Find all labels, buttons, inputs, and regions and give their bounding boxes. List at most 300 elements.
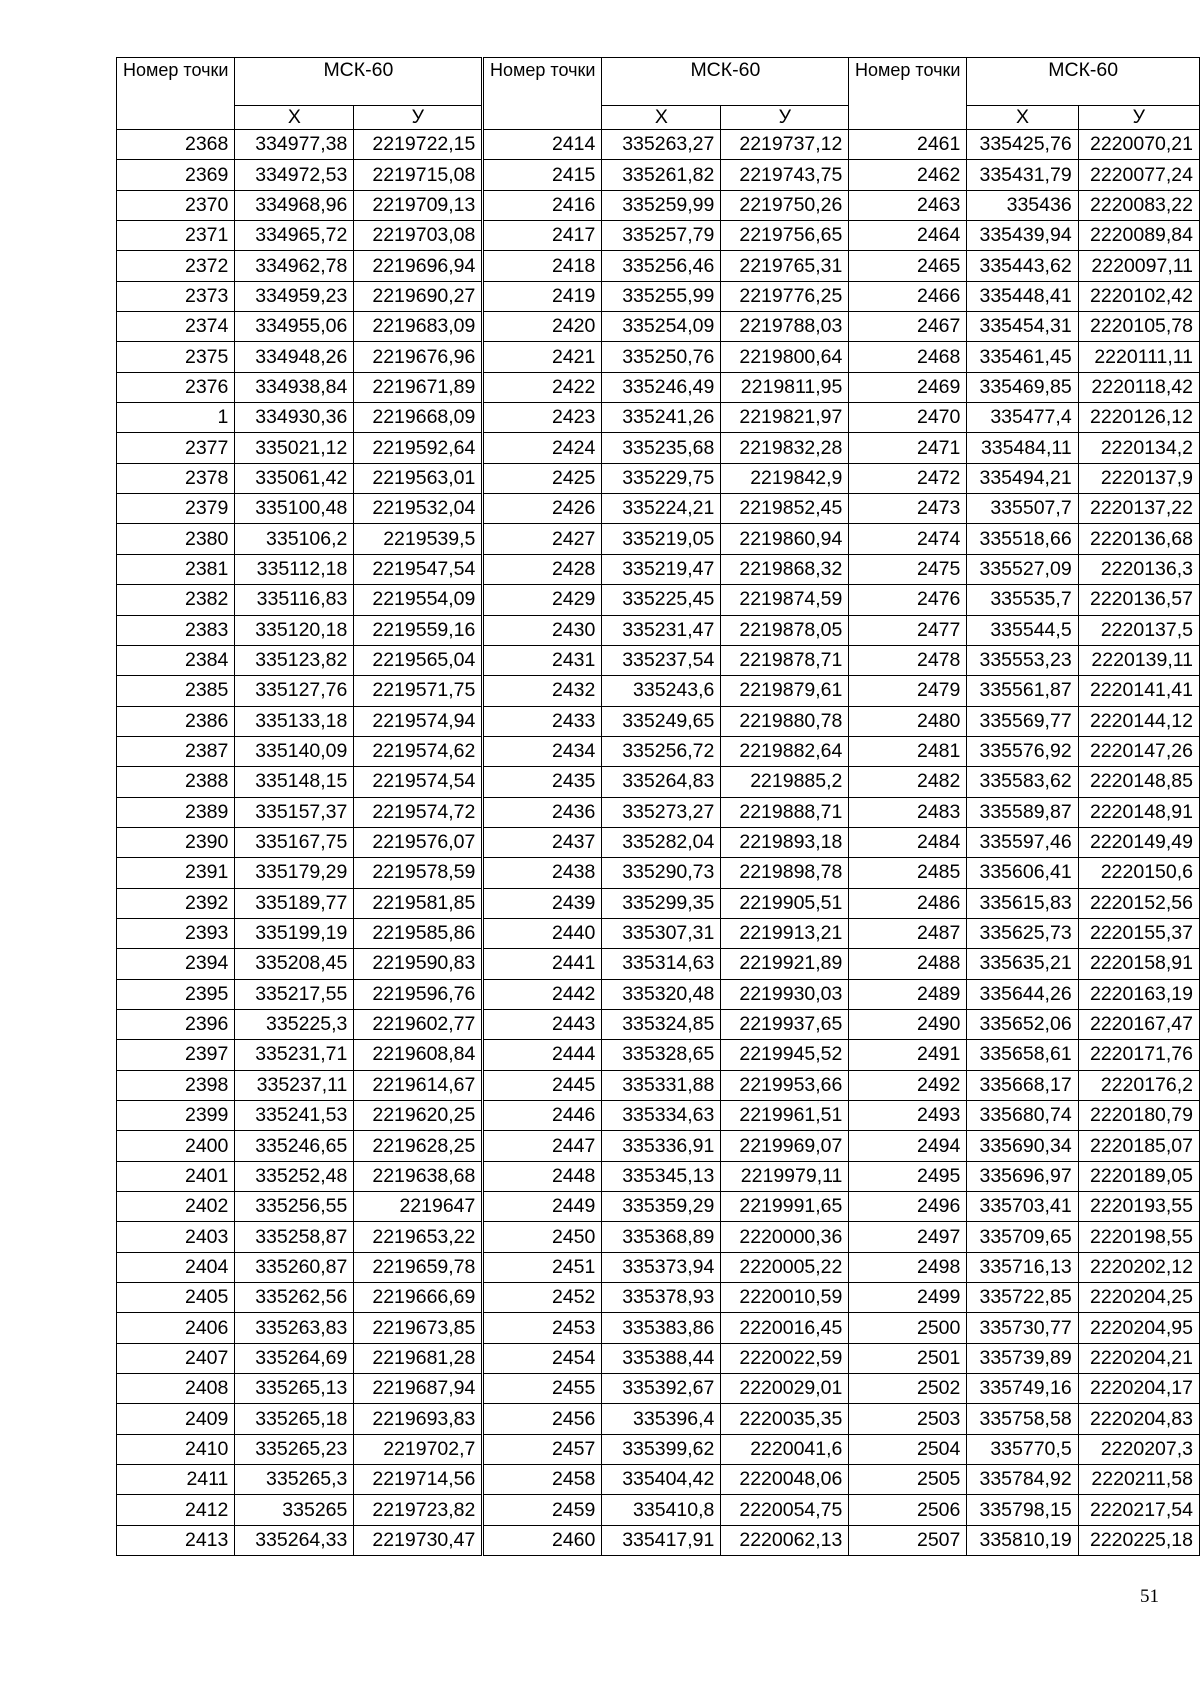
y-cell: 2219574,62 (354, 736, 482, 766)
y-cell: 2219620,25 (354, 1101, 482, 1131)
y-cell: 2219750,26 (721, 190, 849, 220)
y-cell: 2220155,37 (1078, 918, 1199, 948)
x-cell: 335739,89 (967, 1343, 1078, 1373)
table-row (484, 160, 849, 190)
point-number-cell: 2404 (117, 1252, 235, 1282)
table-row (849, 251, 1200, 281)
x-cell: 335454,31 (967, 312, 1078, 342)
point-number-cell: 2393 (117, 918, 235, 948)
x-cell: 335690,34 (967, 1131, 1078, 1161)
y-cell: 2219668,09 (354, 403, 482, 433)
table-row (484, 1525, 849, 1555)
x-cell: 335410,8 (602, 1495, 721, 1525)
x-cell: 335217,55 (235, 979, 354, 1009)
x-cell: 335535,7 (967, 585, 1078, 615)
point-number-cell: 2499 (849, 1283, 967, 1313)
table-row (117, 433, 482, 463)
y-cell: 2220189,05 (1078, 1161, 1199, 1191)
point-number-cell: 2482 (849, 767, 967, 797)
y-cell: 2219578,59 (354, 858, 482, 888)
point-number-cell: 2445 (484, 1070, 602, 1100)
point-number-cell: 2466 (849, 281, 967, 311)
point-number-cell: 2372 (117, 251, 235, 281)
point-number-cell: 2406 (117, 1313, 235, 1343)
y-cell: 2219690,27 (354, 281, 482, 311)
x-cell: 334955,06 (235, 312, 354, 342)
y-cell: 2220126,12 (1078, 403, 1199, 433)
x-cell: 335290,73 (602, 858, 721, 888)
point-number-cell: 2481 (849, 736, 967, 766)
y-cell: 2220134,2 (1078, 433, 1199, 463)
y-cell: 2219979,11 (721, 1161, 849, 1191)
y-cell: 2219581,85 (354, 888, 482, 918)
table-row (484, 554, 849, 584)
y-cell: 2220204,83 (1078, 1404, 1199, 1434)
x-header: Х (602, 106, 721, 130)
y-cell: 2219913,21 (721, 918, 849, 948)
y-cell: 2219547,54 (354, 554, 482, 584)
y-cell: 2219788,03 (721, 312, 849, 342)
table-row (484, 433, 849, 463)
table-row (117, 130, 482, 160)
y-header: У (721, 106, 849, 130)
y-cell: 2219991,65 (721, 1192, 849, 1222)
x-cell: 335256,46 (602, 251, 721, 281)
table-row (484, 979, 849, 1009)
y-cell: 2219539,5 (354, 524, 482, 554)
table-row (117, 949, 482, 979)
y-cell: 2220163,19 (1078, 979, 1199, 1009)
y-cell: 2219659,78 (354, 1252, 482, 1282)
y-header: У (354, 106, 482, 130)
table-row (849, 676, 1200, 706)
table-row (117, 918, 482, 948)
table-row (849, 888, 1200, 918)
y-cell: 2220204,25 (1078, 1283, 1199, 1313)
point-number-cell: 2398 (117, 1070, 235, 1100)
point-number-cell: 2371 (117, 221, 235, 251)
y-cell: 2219953,66 (721, 1070, 849, 1100)
x-cell: 335336,91 (602, 1131, 721, 1161)
x-cell: 335100,48 (235, 494, 354, 524)
table-row (849, 160, 1200, 190)
x-cell: 335431,79 (967, 160, 1078, 190)
x-cell: 335439,94 (967, 221, 1078, 251)
point-number-cell: 2484 (849, 827, 967, 857)
table-row (849, 615, 1200, 645)
point-number-cell: 2392 (117, 888, 235, 918)
table-row (484, 1070, 849, 1100)
point-number-cell: 2374 (117, 312, 235, 342)
y-cell: 2219676,96 (354, 342, 482, 372)
y-cell: 2219874,59 (721, 585, 849, 615)
y-cell: 2219554,09 (354, 585, 482, 615)
point-number-cell: 2400 (117, 1131, 235, 1161)
y-cell: 2220167,47 (1078, 1009, 1199, 1039)
table-row (484, 676, 849, 706)
table-row (849, 979, 1200, 1009)
x-cell: 335148,15 (235, 767, 354, 797)
point-number-cell: 2460 (484, 1525, 602, 1555)
y-cell: 2219878,05 (721, 615, 849, 645)
table-row (117, 676, 482, 706)
y-cell: 2220193,55 (1078, 1192, 1199, 1222)
y-cell: 2219880,78 (721, 706, 849, 736)
table-row (117, 1465, 482, 1495)
point-number-cell: 2368 (117, 130, 235, 160)
x-cell: 335730,77 (967, 1313, 1078, 1343)
table-row (484, 1374, 849, 1404)
point-number-cell: 2492 (849, 1070, 967, 1100)
point-number-cell: 2458 (484, 1465, 602, 1495)
x-cell: 335254,09 (602, 312, 721, 342)
point-number-cell: 2455 (484, 1374, 602, 1404)
y-cell: 2219765,31 (721, 251, 849, 281)
table-row (117, 281, 482, 311)
point-number-cell: 2428 (484, 554, 602, 584)
table-row (117, 1434, 482, 1464)
y-cell: 2219852,45 (721, 494, 849, 524)
x-cell: 335256,72 (602, 736, 721, 766)
x-cell: 335553,23 (967, 645, 1078, 675)
point-number-cell: 2424 (484, 433, 602, 463)
point-number-cell: 2388 (117, 767, 235, 797)
point-number-cell: 2453 (484, 1313, 602, 1343)
x-cell: 335722,85 (967, 1283, 1078, 1313)
x-cell: 335544,5 (967, 615, 1078, 645)
point-number-cell: 2451 (484, 1252, 602, 1282)
y-cell: 2219703,08 (354, 221, 482, 251)
point-number-cell: 2396 (117, 1009, 235, 1039)
point-number-cell: 2461 (849, 130, 967, 160)
x-header: Х (967, 106, 1078, 130)
y-cell: 2219714,56 (354, 1465, 482, 1495)
x-cell: 335189,77 (235, 888, 354, 918)
point-number-cell: 2433 (484, 706, 602, 736)
table-row (117, 1040, 482, 1070)
table-row (849, 372, 1200, 402)
table-row (484, 1101, 849, 1131)
y-cell: 2219811,95 (721, 372, 849, 402)
table-row (484, 767, 849, 797)
point-number-cell: 2426 (484, 494, 602, 524)
y-cell: 2219653,22 (354, 1222, 482, 1252)
x-cell: 335264,83 (602, 767, 721, 797)
point-number-cell: 2457 (484, 1434, 602, 1464)
point-number-cell: 2432 (484, 676, 602, 706)
coordinates-table-1 (116, 57, 482, 1556)
x-cell: 335576,92 (967, 736, 1078, 766)
point-number-cell: 2467 (849, 312, 967, 342)
point-number-cell: 2464 (849, 221, 967, 251)
x-cell: 335224,21 (602, 494, 721, 524)
y-cell: 2220137,9 (1078, 463, 1199, 493)
y-cell: 2219671,89 (354, 372, 482, 402)
table-row (484, 1313, 849, 1343)
point-number-cell: 2415 (484, 160, 602, 190)
y-cell: 2219879,61 (721, 676, 849, 706)
point-number-cell: 2429 (484, 585, 602, 615)
table-row (484, 1131, 849, 1161)
table-row (849, 767, 1200, 797)
y-cell: 2220062,13 (721, 1525, 849, 1555)
point-number-cell: 2477 (849, 615, 967, 645)
table-row (117, 1374, 482, 1404)
y-cell: 2220000,36 (721, 1222, 849, 1252)
x-cell: 335021,12 (235, 433, 354, 463)
point-number-cell: 2383 (117, 615, 235, 645)
point-number-cell: 2472 (849, 463, 967, 493)
table-row (849, 342, 1200, 372)
point-number-cell: 2421 (484, 342, 602, 372)
table-row (849, 1495, 1200, 1525)
x-cell: 335241,26 (602, 403, 721, 433)
x-cell: 335263,83 (235, 1313, 354, 1343)
y-cell: 2220202,12 (1078, 1252, 1199, 1282)
table-row (484, 858, 849, 888)
table-row (117, 494, 482, 524)
y-cell: 2219930,03 (721, 979, 849, 1009)
x-cell: 335261,82 (602, 160, 721, 190)
x-cell: 335658,61 (967, 1040, 1078, 1070)
table-row (484, 403, 849, 433)
y-cell: 2220041,6 (721, 1434, 849, 1464)
x-cell: 334938,84 (235, 372, 354, 402)
point-number-cell: 2495 (849, 1161, 967, 1191)
x-cell: 335696,97 (967, 1161, 1078, 1191)
table-row (484, 797, 849, 827)
x-cell: 335798,15 (967, 1495, 1078, 1525)
y-cell: 2220089,84 (1078, 221, 1199, 251)
point-number-cell: 2459 (484, 1495, 602, 1525)
y-cell: 2219592,64 (354, 433, 482, 463)
y-cell: 2220148,91 (1078, 797, 1199, 827)
y-cell: 2219647 (354, 1192, 482, 1222)
table-row (849, 858, 1200, 888)
x-cell: 335249,65 (602, 706, 721, 736)
table-row (849, 1434, 1200, 1464)
x-cell: 335597,46 (967, 827, 1078, 857)
y-cell: 2219565,04 (354, 645, 482, 675)
x-cell: 335334,63 (602, 1101, 721, 1131)
point-number-cell: 2507 (849, 1525, 967, 1555)
table-row (484, 645, 849, 675)
table-row (117, 1313, 482, 1343)
y-cell: 2219602,77 (354, 1009, 482, 1039)
y-cell: 2220005,22 (721, 1252, 849, 1282)
y-cell: 2220054,75 (721, 1495, 849, 1525)
point-number-cell: 2468 (849, 342, 967, 372)
table-row (117, 1101, 482, 1131)
x-cell: 334968,96 (235, 190, 354, 220)
x-cell: 335328,65 (602, 1040, 721, 1070)
point-number-cell: 2442 (484, 979, 602, 1009)
y-cell: 2219961,51 (721, 1101, 849, 1131)
coordinates-table-2 (483, 57, 849, 1556)
y-cell: 2220048,06 (721, 1465, 849, 1495)
point-number-cell: 2427 (484, 524, 602, 554)
x-cell: 335484,11 (967, 433, 1078, 463)
point-number-cell: 2389 (117, 797, 235, 827)
y-cell: 2219614,67 (354, 1070, 482, 1100)
y-cell: 2219937,65 (721, 1009, 849, 1039)
x-cell: 335716,13 (967, 1252, 1078, 1282)
table-row (117, 463, 482, 493)
point-number-cell: 2448 (484, 1161, 602, 1191)
point-number-cell: 2385 (117, 676, 235, 706)
y-cell: 2219832,28 (721, 433, 849, 463)
x-cell: 335208,45 (235, 949, 354, 979)
table-row (849, 403, 1200, 433)
y-cell: 2219921,89 (721, 949, 849, 979)
x-cell: 335265,3 (235, 1465, 354, 1495)
y-cell: 2220204,21 (1078, 1343, 1199, 1373)
x-cell: 335123,82 (235, 645, 354, 675)
x-cell: 335219,47 (602, 554, 721, 584)
point-number-cell: 2446 (484, 1101, 602, 1131)
point-number-cell: 2469 (849, 372, 967, 402)
x-cell: 335644,26 (967, 979, 1078, 1009)
table-row (849, 1192, 1200, 1222)
table-row (484, 1465, 849, 1495)
x-cell: 335259,99 (602, 190, 721, 220)
y-cell: 2220204,95 (1078, 1313, 1199, 1343)
y-cell: 2220211,58 (1078, 1465, 1199, 1495)
x-cell: 335265,18 (235, 1404, 354, 1434)
x-cell: 335561,87 (967, 676, 1078, 706)
x-cell: 335225,45 (602, 585, 721, 615)
x-cell: 335231,47 (602, 615, 721, 645)
point-number-header: Номер точки (849, 58, 967, 130)
table-row (117, 554, 482, 584)
point-number-cell: 2391 (117, 858, 235, 888)
table-row (849, 1252, 1200, 1282)
table-row (849, 645, 1200, 675)
x-cell: 335399,62 (602, 1434, 721, 1464)
y-cell: 2219574,94 (354, 706, 482, 736)
point-number-cell: 2370 (117, 190, 235, 220)
table-row (484, 524, 849, 554)
table-row (849, 706, 1200, 736)
x-cell: 335378,93 (602, 1283, 721, 1313)
point-number-cell: 2447 (484, 1131, 602, 1161)
table-row (117, 1343, 482, 1373)
x-cell: 335127,76 (235, 676, 354, 706)
x-cell: 334948,26 (235, 342, 354, 372)
point-number-cell: 2436 (484, 797, 602, 827)
x-cell: 335112,18 (235, 554, 354, 584)
x-cell: 335784,92 (967, 1465, 1078, 1495)
y-cell: 2220141,41 (1078, 676, 1199, 706)
point-number-header: Номер точки (484, 58, 602, 130)
x-cell: 335625,73 (967, 918, 1078, 948)
x-cell: 335615,83 (967, 888, 1078, 918)
x-cell: 335167,75 (235, 827, 354, 857)
table-row (484, 190, 849, 220)
y-cell: 2219945,52 (721, 1040, 849, 1070)
table-row (849, 918, 1200, 948)
point-number-cell: 2439 (484, 888, 602, 918)
point-number-cell: 2411 (117, 1465, 235, 1495)
point-number-cell: 2408 (117, 1374, 235, 1404)
table-row (849, 1131, 1200, 1161)
point-number-cell: 2416 (484, 190, 602, 220)
x-cell: 335231,71 (235, 1040, 354, 1070)
y-cell: 2219905,51 (721, 888, 849, 918)
x-cell: 334959,23 (235, 281, 354, 311)
table-row (484, 1495, 849, 1525)
point-number-cell: 2500 (849, 1313, 967, 1343)
table-row (849, 1040, 1200, 1070)
table-row (117, 312, 482, 342)
table-row (484, 1404, 849, 1434)
x-cell: 335324,85 (602, 1009, 721, 1039)
x-cell: 334977,38 (235, 130, 354, 160)
table-row (117, 645, 482, 675)
table-row (117, 403, 482, 433)
point-number-cell: 2419 (484, 281, 602, 311)
y-cell: 2219571,75 (354, 676, 482, 706)
x-cell: 335250,76 (602, 342, 721, 372)
point-number-cell: 2387 (117, 736, 235, 766)
y-cell: 2219576,07 (354, 827, 482, 857)
table-row (117, 1525, 482, 1555)
table-row (117, 372, 482, 402)
point-number-cell: 2431 (484, 645, 602, 675)
x-cell: 334965,72 (235, 221, 354, 251)
x-cell: 335680,74 (967, 1101, 1078, 1131)
point-number-cell: 2504 (849, 1434, 967, 1464)
point-number-cell: 2483 (849, 797, 967, 827)
y-cell: 2219590,83 (354, 949, 482, 979)
point-number-cell: 2369 (117, 160, 235, 190)
point-number-cell: 2494 (849, 1131, 967, 1161)
table-row (484, 1192, 849, 1222)
y-cell: 2220176,2 (1078, 1070, 1199, 1100)
y-cell: 2220105,78 (1078, 312, 1199, 342)
point-number-cell: 2413 (117, 1525, 235, 1555)
table-row (849, 1283, 1200, 1313)
point-number-cell: 2487 (849, 918, 967, 948)
y-cell: 2220158,91 (1078, 949, 1199, 979)
x-cell: 335569,77 (967, 706, 1078, 736)
point-number-cell: 2373 (117, 281, 235, 311)
x-cell: 335263,27 (602, 130, 721, 160)
y-header: У (1078, 106, 1199, 130)
x-cell: 335260,87 (235, 1252, 354, 1282)
x-cell: 335199,19 (235, 918, 354, 948)
table-row (117, 251, 482, 281)
table-row (117, 827, 482, 857)
point-number-cell: 2454 (484, 1343, 602, 1373)
y-cell: 2219878,71 (721, 645, 849, 675)
x-cell: 335448,41 (967, 281, 1078, 311)
y-cell: 2220152,56 (1078, 888, 1199, 918)
table-row (484, 706, 849, 736)
table-row (484, 372, 849, 402)
point-number-cell: 2438 (484, 858, 602, 888)
point-number-header: Номер точки (117, 58, 235, 130)
point-number-cell: 2485 (849, 858, 967, 888)
y-cell: 2219888,71 (721, 797, 849, 827)
table-row (117, 767, 482, 797)
table-row (484, 615, 849, 645)
table-row (849, 585, 1200, 615)
point-number-cell: 2506 (849, 1495, 967, 1525)
y-cell: 2219673,85 (354, 1313, 482, 1343)
x-cell: 335265 (235, 1495, 354, 1525)
y-cell: 2219756,65 (721, 221, 849, 251)
